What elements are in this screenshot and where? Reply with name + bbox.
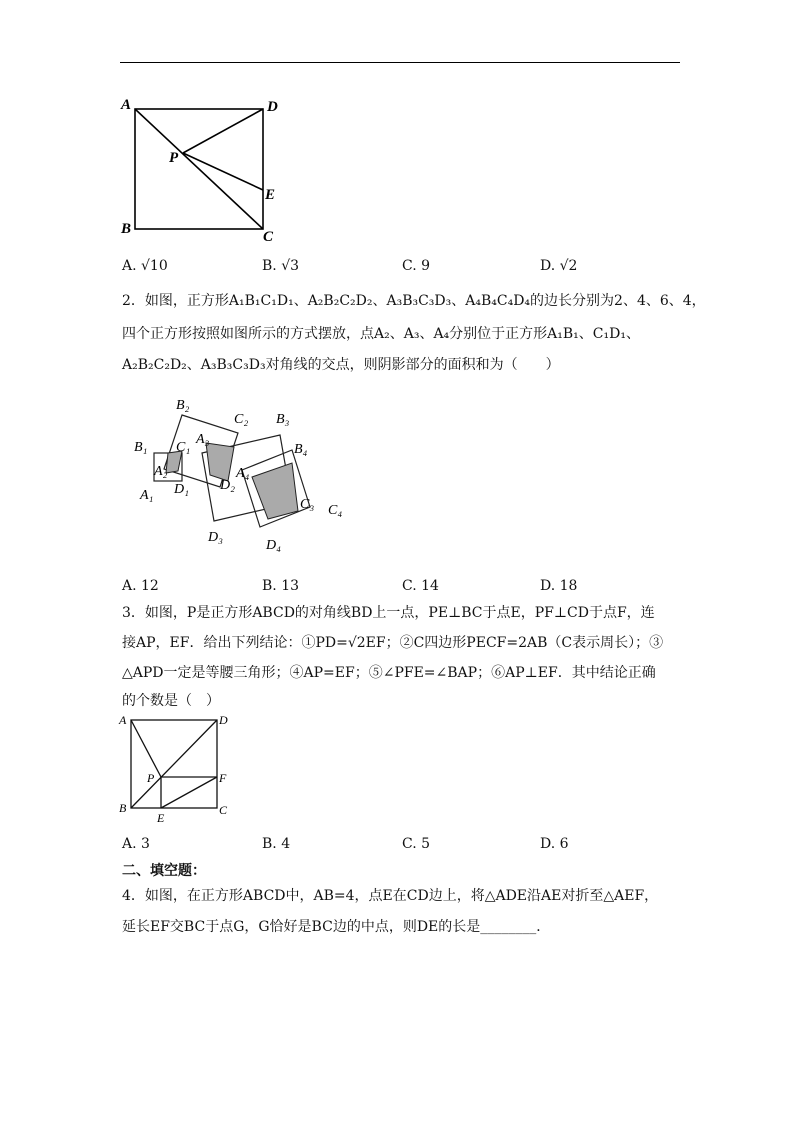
q1-option-c: C. 9 — [402, 258, 431, 274]
q3-label-P: P — [147, 771, 155, 785]
q2-label-D3: D₃ — [208, 530, 223, 545]
q2-label-C2: C₂ — [234, 412, 249, 427]
q3-line-1: 3．如图，P是正方形ABCD的对角线BD上一点，PE⊥BC于点E，PF⊥CD于点F，连 — [122, 605, 655, 621]
q2-label-A1: A₁ — [140, 488, 154, 503]
q1-label-E: E — [265, 187, 276, 203]
q2-label-B1: B₁ — [134, 440, 148, 455]
q3-line-3: △APD一定是等腰三角形；④AP=EF；⑤∠PFE=∠BAP；⑥AP⊥EF．其中结论正确 — [122, 665, 656, 681]
q1-option-b: B. √3 — [262, 258, 300, 274]
section-heading-fill-in: 二、填空题： — [122, 863, 206, 879]
q3-label-A: A — [119, 713, 127, 727]
q2-label-C3: C₃ — [300, 497, 315, 512]
q2-label-B3: B₃ — [276, 412, 290, 427]
q2-label-A3: A₃ — [196, 432, 210, 447]
q4-line-1: 4．如图，在正方形ABCD中，AB=4，点E在CD边上，将△ADE沿AE对折至△AEF， — [122, 888, 659, 904]
q3-option-b: B. 4 — [262, 836, 291, 852]
q1-label-A: A — [121, 97, 132, 113]
q2-label-D4: D₄ — [266, 538, 281, 553]
q2-label-D1: D₁ — [174, 482, 189, 497]
q2-option-c: C. 14 — [402, 578, 439, 594]
q2-option-b: B. 13 — [262, 578, 300, 594]
q1-label-P: P — [169, 150, 179, 166]
q1-label-D: D — [267, 99, 278, 115]
q2-option-d: D. 18 — [540, 578, 578, 594]
q3-line-4: 的个数是（ ） — [122, 693, 220, 709]
q2-line-2: 四个正方形按照如图所示的方式摆放，点A₂、A₃、A₄分别位于正方形A₁B₁、C₁D₁、 — [122, 326, 640, 342]
q3-option-a: A. 3 — [122, 836, 150, 852]
q2-line-1: 2．如图，正方形A₁B₁C₁D₁、A₂B₂C₂D₂、A₃B₃C₃D₃、A₄B₄C₄D₄的边长分别为2、4、6、4， — [122, 293, 706, 309]
q1-figure — [115, 95, 285, 245]
q1-label-C: C — [263, 229, 274, 245]
q2-label-A4: A₄ — [236, 466, 250, 481]
q3-option-d: D. 6 — [540, 836, 569, 852]
q2-label-D2: D₂ — [220, 478, 235, 493]
q2-figure — [130, 395, 360, 560]
q3-label-D: D — [219, 713, 228, 727]
q4-line-2: 延长EF交BC于点G，G恰好是BC边的中点，则DE的长是________． — [122, 919, 551, 935]
q3-label-F: F — [219, 771, 227, 785]
q2-label-A2: A₂ — [154, 464, 168, 479]
q2-label-B2: B₂ — [176, 398, 190, 413]
q2-option-a: A. 12 — [122, 578, 159, 594]
q2-label-B4: B₄ — [294, 442, 308, 457]
header-rule — [120, 62, 680, 63]
q3-line-2: 接AP，EF．给出下列结论：①PD=√2EF；②C四边形PECF=2AB（C表示周长）；③ — [122, 635, 664, 651]
q3-label-C: C — [219, 803, 228, 817]
q2-line-3: A₂B₂C₂D₂、A₃B₃C₃D₃对角线的交点，则阴影部分的面积和为（ ） — [122, 357, 560, 373]
q1-option-d: D. √2 — [540, 258, 578, 274]
q1-label-B: B — [121, 221, 132, 237]
q3-option-c: C. 5 — [402, 836, 431, 852]
q3-label-E: E — [157, 811, 165, 824]
q3-figure — [115, 712, 245, 824]
q2-label-C1: C₁ — [176, 440, 191, 455]
q3-label-B: B — [119, 801, 127, 815]
q2-label-C4: C₄ — [328, 503, 343, 518]
q1-option-a: A. √10 — [122, 258, 168, 274]
